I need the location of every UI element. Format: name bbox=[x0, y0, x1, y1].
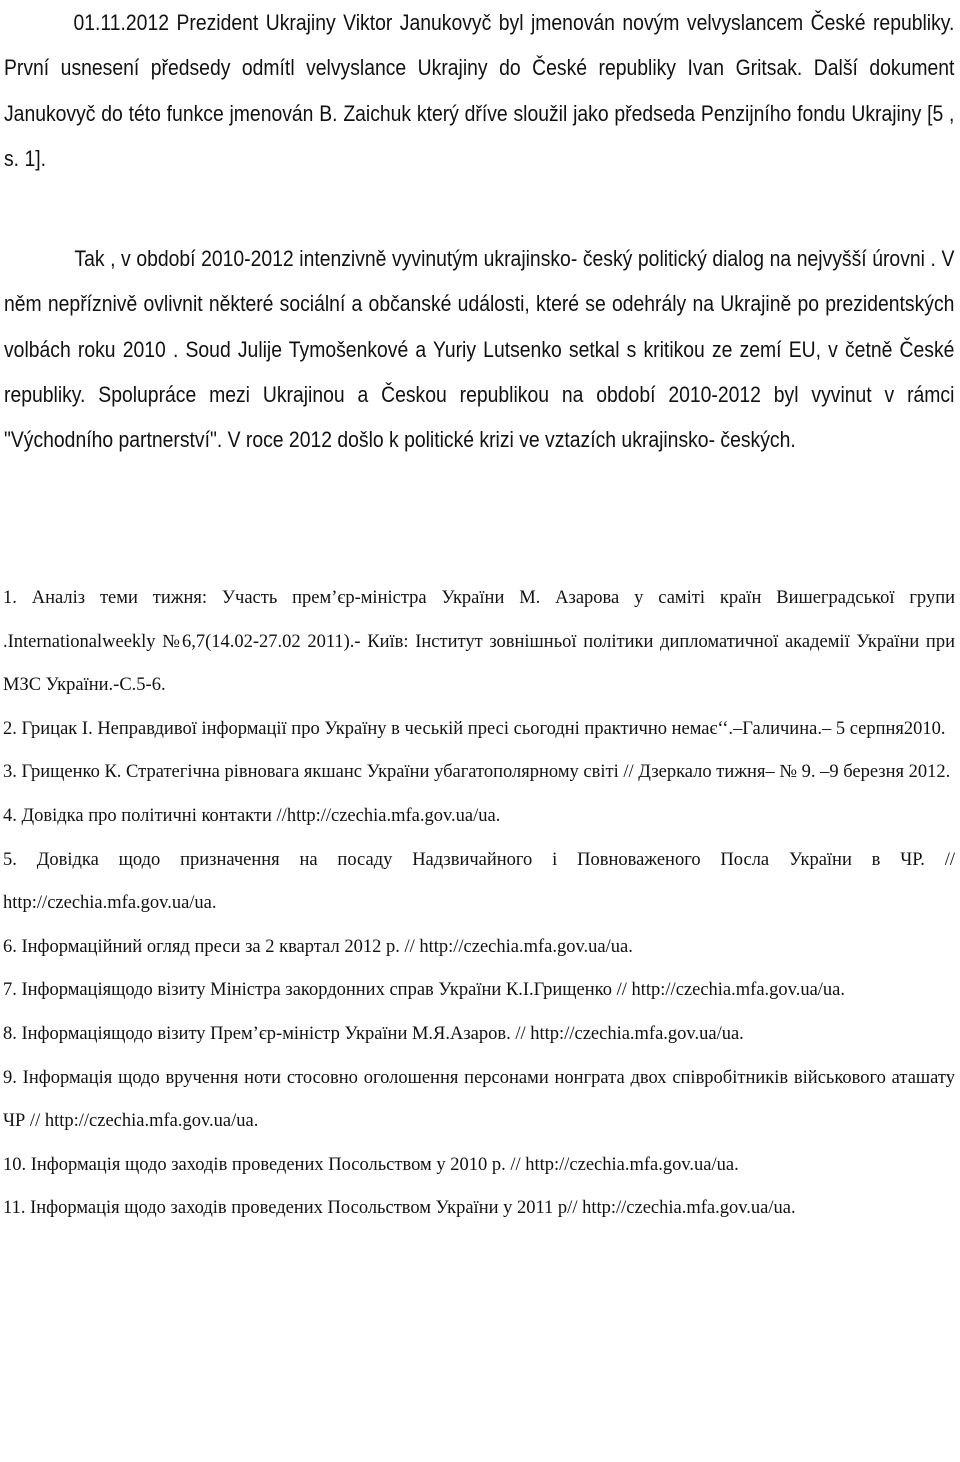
reference-item: 11. Інформація щодо заходів проведених Посольством України у 2011 р// http://czechia.mfa.gov.ua/ua. bbox=[3, 1198, 796, 1219]
reference-item: 10. Інформація щодо заходів проведених Посольством у 2010 р. // http://czechia.mfa.gov.ua/ua. bbox=[3, 1154, 739, 1175]
paragraph-political-dialog: Tak , v období 2010-2012 intenzivně vyvinutým ukrajinsko- český politický dialog na nejvyšší úrovni . V něm nepříznivě ovlivnit některé sociální a občanské události, které se odehrály na Ukrajině po prezidentských volbách roku 2010 . Soud Julije Tymošenkové a Yuriy Lutsenko setkal s kritikou ze zemí EU, v četně České republiky. Spolupráce mezi Ukrajinou a Českou republikou na období 2010-2012 byl vyvinut v rámci "Východního partnerství". V roce 2012 došlo k politické krizi ve vztazích ukrajinsko- českých. bbox=[4, 246, 955, 453]
reference-item: 8. Інформаціящодо візиту Прем’єр-міністр України М.Я.Азаров. // http://czechia.mfa.gov.ua/ua. bbox=[3, 1023, 744, 1044]
reference-item: 5. Довідка щодо призначення на посаду Надзвичайного і Повноваженого Посла України в ЧР. // http://czechia.mfa.gov.ua/ua. bbox=[3, 849, 955, 914]
reference-item: 2. Грицак І. Неправдивої інформації про Україну в чеській пресі сьогодні практично немає‘‘.–Галичина.– 5 серпня2010. bbox=[3, 718, 946, 739]
reference-item: 7. Інформаціящодо візиту Міністра закордонних справ України К.І.Грищенко // http://czechia.mfa.gov.ua/ua. bbox=[3, 980, 846, 1001]
reference-item: 9. Інформація щодо вручення ноти стосовно оголошення персонами нонграта двох співробітників військового аташату ЧР // http://czechia.mfa.gov.ua/ua. bbox=[3, 1067, 955, 1132]
reference-item: 6. Інформаційний огляд преси за 2 квартал 2012 р. // http://czechia.mfa.gov.ua/ua. bbox=[3, 936, 633, 957]
reference-list bbox=[3, 577, 955, 1231]
reference-item: 4. Довідка про політичні контакти //http://czechia.mfa.gov.ua/ua. bbox=[3, 805, 501, 826]
reference-item: 1. Аналіз теми тижня: Участь прем’єр-міністра України М. Азарова у саміті країн Вишеградської групи .Internationalweekly №6,7(14.02-27.02 2011).- Київ: Інститут зовнішньої політики дипломатичної академії України при МЗС України.-С.5-6. bbox=[3, 588, 955, 696]
reference-item: 3. Грищенко К. Стратегічна рівновага якшанс України убагатополярному світі // Дзеркало тижня– № 9. –9 березня 2012. bbox=[3, 762, 951, 783]
paragraph-ambassador-appointment: 01.11.2012 Prezident Ukrajiny Viktor Janukovyč byl jmenován novým velvyslancem České republiky. První usnesení předsedy odmítl velvyslance Ukrajiny do České republiky Ivan Gritsak. Další dokument Janukovyč do této funkce jmenován B. Zaichuk který dříve sloužil jako předseda Penzijního fondu Ukrajiny [5 , s. 1]. bbox=[4, 10, 955, 171]
